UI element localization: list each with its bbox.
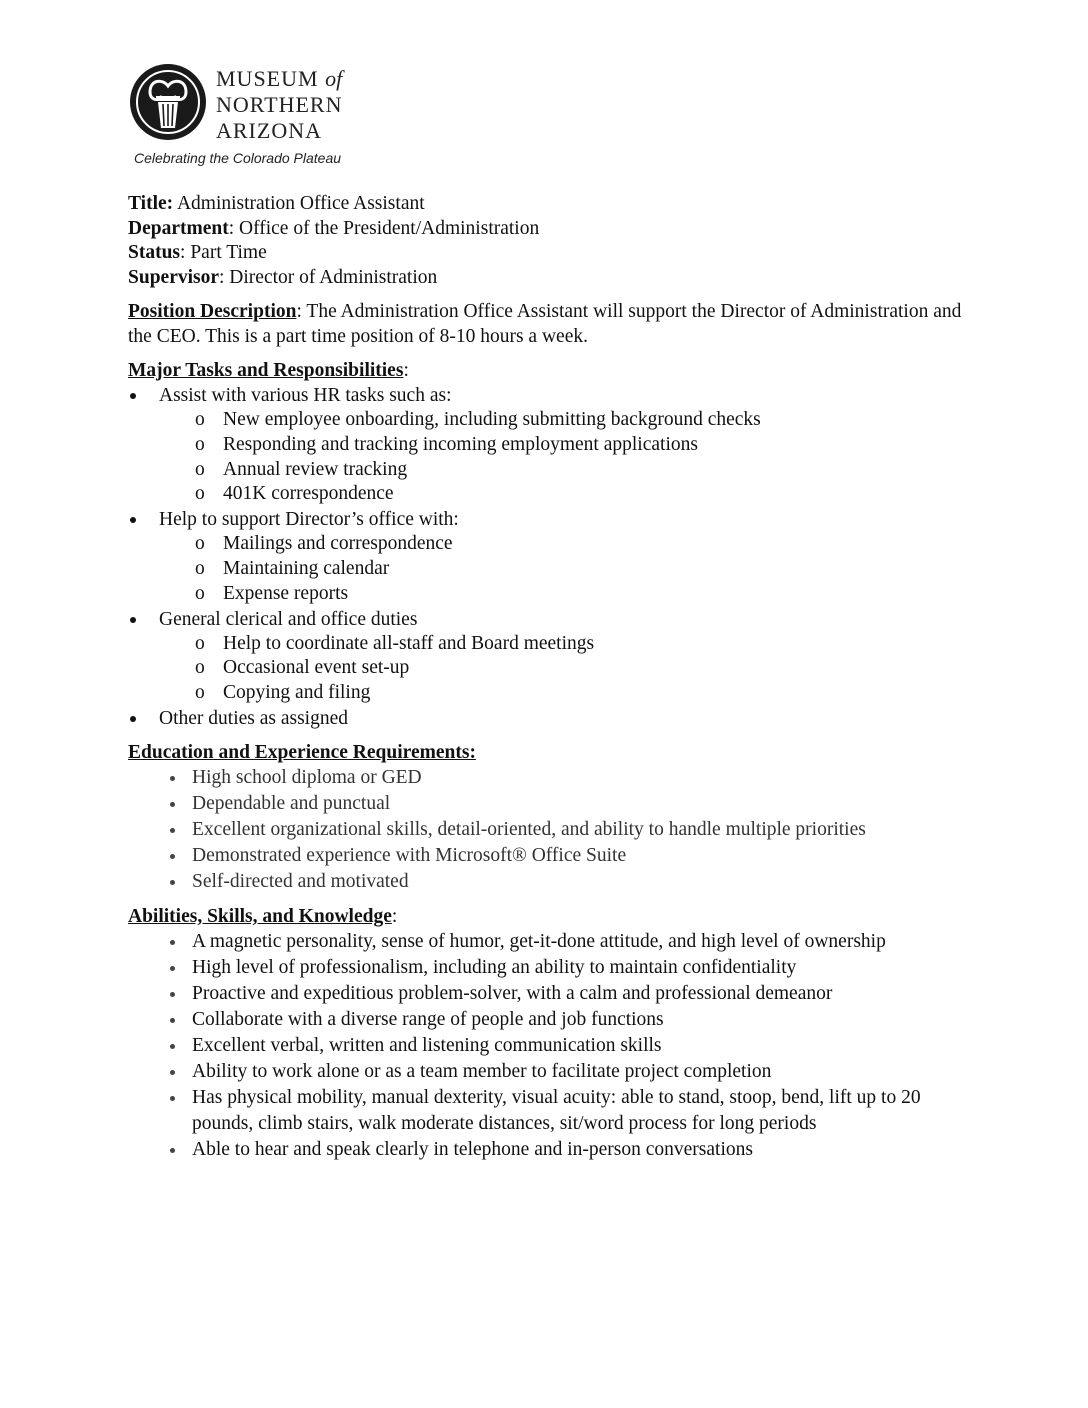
list-item [128, 507, 968, 606]
heading-suffix: : [391, 905, 398, 927]
section-heading: Position Description [128, 301, 297, 322]
section-heading: Abilities, Skills, and Knowledge [128, 905, 392, 927]
list-item-text: Assist with various HR tasks such as: [159, 385, 452, 406]
list-item: Ability to work alone or as a team member to facilitate project completion [128, 1059, 968, 1085]
list-item: Proactive and expeditious problem-solver, with a calm and professional demeanor [128, 981, 968, 1007]
list-item: Able to hear and speak clearly in telephone and in-person conversations [128, 1137, 968, 1163]
tasks-list [128, 383, 968, 731]
museum-logo [120, 56, 360, 176]
sub-list-item: o New employee onboarding, including submitting background checks [159, 408, 968, 433]
list-item: Excellent organizational skills, detail-oriented, and ability to handle multiple priorities [128, 817, 968, 843]
logo-word-of: of [325, 66, 343, 91]
sub-list [159, 532, 968, 606]
sub-list [159, 632, 968, 706]
logo-word-museum: MUSEUM [216, 66, 319, 91]
position-text: : The Administration Office Assistant will support the Director of Administration and the CEO. This is a part time position of 8-10 hours a week. [128, 301, 962, 347]
museum-name [216, 66, 342, 144]
field-label: Supervisor [128, 266, 220, 288]
tasks-heading-row [128, 358, 968, 383]
sub-list [159, 408, 968, 507]
position-description [128, 299, 968, 349]
field-value: : Part Time [180, 242, 267, 263]
logo-line-1 [216, 66, 342, 92]
logo-line-2: NORTHERN [216, 92, 343, 117]
sub-list-item: o Responding and tracking incoming employment applications [159, 433, 968, 458]
education-list [128, 765, 968, 895]
field-value: Administration Office Assistant [173, 193, 425, 214]
list-item-text: Other duties as assigned [159, 707, 349, 729]
section-heading: Major Tasks and Responsibilities [128, 360, 404, 381]
list-item [128, 383, 968, 507]
list-item: Has physical mobility, manual dexterity, visual acuity: able to stand, stoop, bend, lift up to 20 pounds, climb stairs, walk moderate distances, sit/word process for long periods [128, 1085, 968, 1137]
logo-tagline: Celebrating the Colorado Plateau [134, 150, 342, 166]
sub-list-item: o Occasional event set-up [159, 656, 968, 681]
sub-list-item: o Help to coordinate all-staff and Board meetings [159, 632, 968, 657]
list-item: A magnetic personality, sense of humor, get-it-done attitude, and high level of ownership [128, 929, 968, 955]
field-title [128, 192, 968, 217]
section-heading: Education and Experience Requirements: [128, 741, 476, 763]
education-heading-row [128, 740, 968, 765]
museum-emblem-icon [128, 62, 208, 142]
list-item: High school diploma or GED [128, 765, 968, 791]
list-item: Self-directed and motivated [128, 869, 968, 895]
job-fields [128, 192, 968, 290]
job-description [128, 192, 968, 1163]
sub-list-item: o Maintaining calendar [159, 557, 968, 582]
sub-list-item: o Mailings and correspondence [159, 532, 968, 557]
sub-list-item: o Annual review tracking [159, 458, 968, 483]
list-item [128, 607, 968, 706]
list-item: Excellent verbal, written and listening communication skills [128, 1033, 968, 1059]
list-item: Demonstrated experience with Microsoft® Office Suite [128, 843, 968, 869]
list-item-text: Help to support Director’s office with: [159, 509, 459, 531]
field-label: Department [128, 217, 229, 239]
sub-list-item: o Copying and filing [159, 681, 968, 706]
sub-list-item: o 401K correspondence [159, 482, 968, 507]
sub-list-item: o Expense reports [159, 582, 968, 607]
list-item: High level of professionalism, including an ability to maintain confidentiality [128, 955, 968, 981]
list-item [128, 706, 968, 731]
field-supervisor [128, 266, 968, 291]
field-label: Title: [128, 193, 174, 214]
heading-suffix: : [403, 360, 409, 381]
list-item-text: General clerical and office duties [159, 608, 418, 630]
list-item: Collaborate with a diverse range of people and job functions [128, 1007, 968, 1033]
field-department [128, 217, 968, 242]
field-label: Status [128, 242, 181, 263]
field-value: : Office of the President/Administration [228, 217, 540, 239]
logo-line-3: ARIZONA [216, 118, 322, 143]
field-status [128, 241, 968, 266]
list-item: Dependable and punctual [128, 791, 968, 817]
field-value: : Director of Administration [219, 266, 438, 288]
abilities-heading-row [128, 904, 968, 929]
abilities-list [128, 929, 968, 1163]
